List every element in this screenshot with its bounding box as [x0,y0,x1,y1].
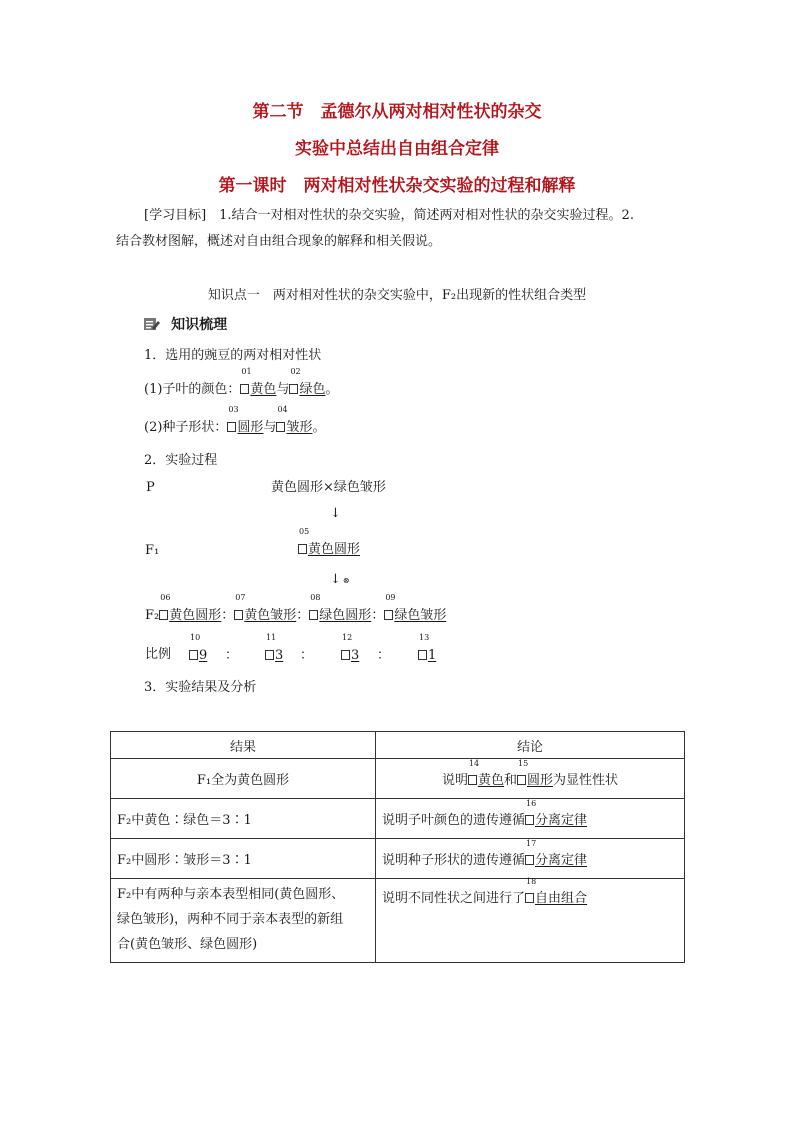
table-row [111,839,685,879]
blank-17: 17 分离定律 [526,839,588,868]
conclusion-cell: 说明子叶颜色的遗传遵循 16 分离定律 [376,799,685,839]
item2-title: 2．实验过程 [144,453,218,468]
blank-12: 12 3 [342,633,360,663]
ratio-2 [265,633,284,669]
blank-08: 08 绿色圆形 [310,593,372,623]
self-pollination-symbol: ⊗ [342,576,350,585]
table-row [111,759,685,799]
p-label: P [146,480,155,495]
blank-07: 07 黄色皱形 [235,593,297,623]
blank-09: 09 绿色皱形 [385,593,447,623]
sub1-prefix: (1)子叶的颜色： [144,382,241,397]
blank-11: 11 3 [266,633,284,663]
ratio-colon-3: ： [377,648,391,663]
arrow-down-1: ↓ [330,506,341,521]
notebook-pencil-icon [144,317,160,331]
blank-13: 13 1 [419,633,437,663]
blank-16: 16 分离定律 [526,799,588,828]
item1-sub1: (1)子叶的颜色： 01 黄色与 02 绿色。 [144,377,338,403]
ratio-1 [189,633,208,669]
title-line-1: 第二节 孟德尔从两对相对性状的杂交 [252,102,542,122]
blank-14: 14 黄色 [468,759,504,788]
section-heading-text: 知识梳理 [171,317,228,333]
conclusion-cell: 说明 14 黄色和 15 圆形为显性性状 [376,759,685,799]
conclusion-cell: 说明种子形状的遗传遵循 17 分离定律 [376,839,685,879]
results-table [110,731,685,963]
table-row [111,879,685,963]
blank-10: 10 9 [190,633,208,663]
arrow-down-2: ↓ ⊗ [330,572,350,587]
item3-title: 3．实验结果及分析 [144,680,257,695]
result-cell: F₂中有两种与亲本表型相同(黄色圆形、 绿色皱形)，两种不同于亲本表型的新组 合(黄色皱形、绿色圆形) [111,879,376,963]
blank-06: 06 黄色圆形 [160,593,222,623]
knowledge-point-heading: 知识点一 两对相对性状的杂交实验中，F₂出现新的性状组合类型 [207,288,587,303]
blank-05: 05 黄色圆形 [299,527,361,557]
table-header-row [111,732,685,759]
conclusion-cell: 说明不同性状之间进行了 18 自由组合 [376,879,685,963]
item1-sub2: (2)种子形状： 03 圆形与 04 皱形。 [144,415,325,441]
ratio-colon-2: ： [300,648,314,663]
result-cell: F₁全为黄色圆形 [111,759,376,799]
blank-18: 18 自由组合 [526,877,588,906]
objectives-line-1: [学习目标] 1.结合一对相对性状的杂交实验，简述两对相对性状的杂交实验过程。2. [144,208,634,223]
blank-15: 15 圆形 [518,759,554,788]
title-line-2: 实验中总结出自由组合定律 [295,139,499,159]
ratio-4 [418,633,437,669]
blank-01: 01 黄色 [241,367,277,397]
f2-label: F₂ [145,608,160,623]
header-result: 结果 [111,732,376,759]
objectives-line-2: 结合教材图解，概述对自由组合现象的解释和相关假说。 [116,234,442,249]
p-cross: 黄色圆形×绿色皱形 [271,480,386,495]
ratio-colon-1: ： [225,648,239,663]
blank-04: 04 皱形 [277,405,313,435]
f2-row: F₂ 06 黄色圆形： 07 黄色皱形： 08 绿色圆形： 09 绿色皱形 [145,603,446,629]
f1-value [298,527,361,563]
ratio-3 [341,633,360,669]
item1-title: 1．选用的豌豆的两对相对性状 [144,348,322,363]
section-heading [144,314,227,334]
f1-label: F₁ [145,543,160,558]
header-conclusion: 结论 [376,732,685,759]
table-row [111,799,685,839]
title-line-3: 第一课时 两对相对性状杂交实验的过程和解释 [218,176,576,196]
result-cell: F₂中圆形∶皱形＝3∶1 [111,839,376,879]
blank-03: 03 圆形 [228,405,264,435]
sub2-prefix: (2)种子形状： [144,420,228,435]
ratio-label: 比例 [145,647,172,662]
blank-02: 02 绿色 [290,367,326,397]
result-cell: F₂中黄色∶绿色＝3∶1 [111,799,376,839]
